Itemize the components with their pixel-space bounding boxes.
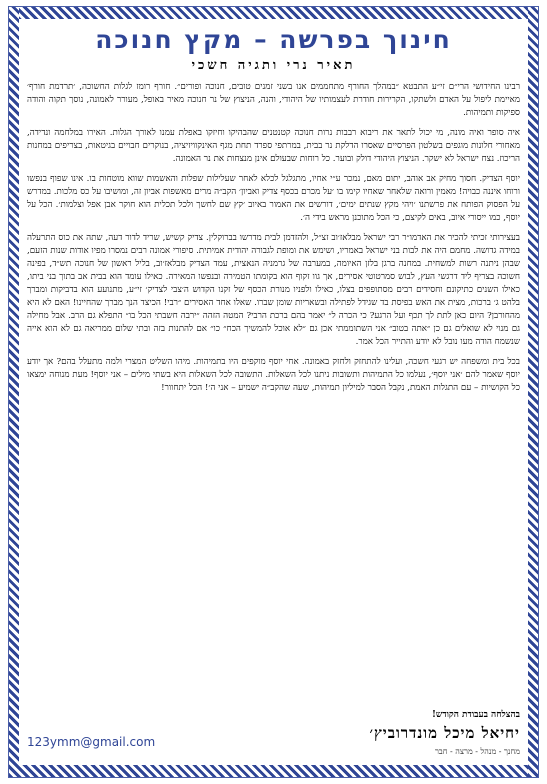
bottom-border bbox=[9, 765, 538, 777]
paragraph-1: רבינו החידושי הרי״ם זי״ע התבטא ״במהלך החורף מתחממים אנו בשני זמנים טובים, חנוכה ופורים״. חורף רומז לגלות החשוכה, ׳תרדמת חורף׳ מאיימת ליפול על האדם ולשתקו, הקרירות חודרת לעצמותיו של היהודי, והנה, הניצוץ של נר חנוכה מאיר באופל, מעורר לאמונה, נוסך תקוה והודה ספיקות ותמיהות. bbox=[27, 82, 520, 118]
top-border bbox=[9, 7, 538, 19]
page-subtitle: תאיר נרי ותגיה חשכי bbox=[191, 58, 356, 73]
newsletter-page bbox=[8, 6, 539, 778]
right-border bbox=[528, 7, 538, 777]
footer bbox=[27, 709, 520, 763]
email-link[interactable]: 123ymm@gmail.com bbox=[27, 735, 156, 749]
paragraph-5: בכל בית ומשפחה יש רגעי חשכה, ועלינו להתחזק ולחזק באמונה. אחי יוסף מוקפים היו בתמיהות. מיהו השליט המצרי ולמה מתעלל בהם? אך יודע יוסף שאמר להם ׳אני יוסף׳, נעלמו כל התמיהות ותשובות ניתנו לכל השאלות. התשובה לכל השאלות היא בשתי מילים – אני יוסף! מעת מנוחה ימצאו כל הקושיות – עם התגלות האמת, נקבל הסבר למיליון תמיהות, שעה שהקב״ה ישמיע – אני ה׳! הכל יתחוור! bbox=[27, 357, 520, 393]
author-role: מחנך - מנהל - מרצה - חבר bbox=[434, 747, 520, 756]
paragraph-3: יוסף הצדיק. חסוך מחיק אב אוהב, יתום מאם, נמכר ע״י אחיו, מתגלגל לכלא לאחר שעלילות שפלות והאשמות שווא מוטחות בו. אינו שפוף בנפשו ורוחו איננה כבויה! מאמין ורואה שלאחר שאחיו קימו בו ׳על מכרם בכסף צדיק ואביון׳ הקב״ה מרים מאשפות אביון זה, ומושיבו על כס מלכות. במדרש על הפסוק הפותח את פרשתנו ׳ויהי מקץ שנתים ימים׳, דורשים את האמור באיוב ׳קץ שם לחשך ולכל תכלית הוא חוקר אבן אפל וצלמות׳. הכל על יוסף, כמו ייסורי איוב, באים לקיצם, כי הכל מתוכנן מראש בידי ה׳. bbox=[27, 174, 520, 223]
author-name: יחיאל מיכל מונדרוביץ׳ bbox=[369, 724, 520, 742]
paragraph-4: בעצירותי זכיתי להכיר את האדמו״ר רבי ישראל מבלאז׳וב זצ״ל, ולהזדמן לבית מדרשו בברוקלין. צדיק קשיש, שריד לדור דעה, שתה את כוס התרעלה במידה גדושה. מחמם היה את לבות בני ישראל באמריו, ושימש את ומופת לגבורה יהודית אמיתית. סיפורי אמונה רבים נמסרו מפיו אודות שנות הזעם, שבהן ניתנה רשות למשחית. במחנה ברגן בלזן האיומה, במערבה של גרמניה הנאצית, עמד הצדיק מבלאז׳וב, בליל ראשון של חנוכה תש״ד, בפינה חשוכה בצריף ליד דרגשי העץ, לבוש סמרטוטי אסירים, אך גוו זקוף הוא בקומתו הטמירה ובנפשו המאירה. כאילו עומד הוא בבית אב בתוך בני ביתו, כאילו השנים כתיקונם וחסידים רבים מסתופפים בצלו, כאילו ולפניו מנורת הכסף של זקנו הקדוש ה׳צבי לצדיק׳ זי״ע, מתנועע הוא בדביקות ומברך בלהט ג׳ ברכות, מצית את האש בפיסת בד שגידל לפתילה ובשאריות שומן שברו. שאלו אחד האסירים ״רבי! הכיצד הנך מברך שהחיינו! האם לא היא מהחורבן? היום כאן לתת לך תכף ועל הרגע? כי הכרה ל״ יאמר בהם ברכת הרבי? המטה הזהה ״ירבה חשבתי הכל בו״ התפלא גם הרב. אבל מחילה גם מנוי לא שואלים גם כן ״אתה בטוב״ אני השתוממתי אכן גם ״לא אוכל להמשיך הכח״ כו״ אם להתנות בזה ובתי שלום ממריאה גם לא הוא אייה שנשמח הודה מעו נובל לא יודע והתייר הכל אמר. bbox=[27, 233, 520, 347]
page-title: חינוך בפרשה – מקץ חנוכה bbox=[95, 25, 452, 54]
content-area bbox=[19, 19, 528, 765]
sign-off-label: בהצלחה בעבודת הקודש! bbox=[431, 710, 520, 720]
paragraph-2: איה סופר ואיה מונה, מי יכול לתאר את ריבוא רבבות נרות חנוכה קטנטנים שהבהיקו וחיזקו באפלת עמנו לאורך הגלות. האירו במלחמה ונדידה, מאחורי חלונות מוגפים בשלטון הפרסיים שאסרו הדלקת נר בבית, במרתפי ספרד תחת מגף האינקוויזיציה, בנוקרים חבויים בגיטאות, בצריפים במחנות הריכוז. נצח ישראל לא ישקר. הניצוץ היהודי דולק ובוער. כל רוחות שבעולם אינן מנצחות את נר האמונה. bbox=[27, 128, 520, 164]
left-border bbox=[9, 7, 19, 777]
